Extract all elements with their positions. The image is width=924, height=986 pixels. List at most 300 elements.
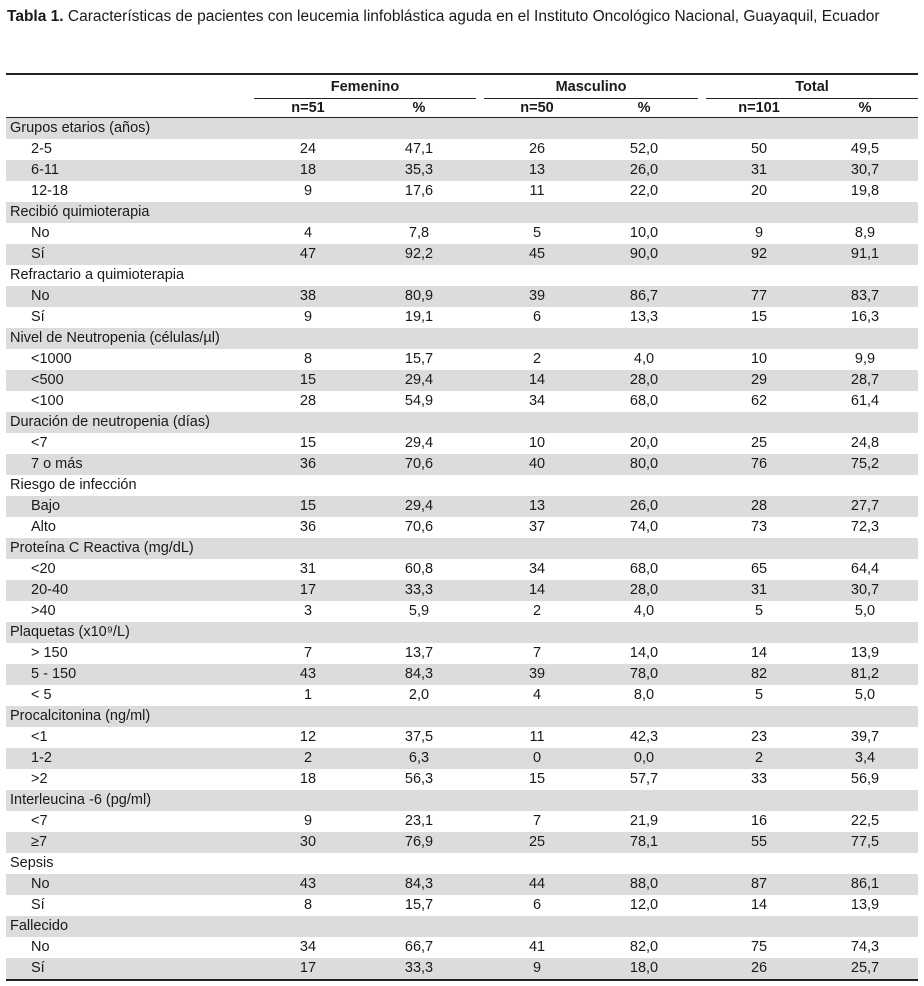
cell-total-pct: 13,9 [850,897,880,913]
cell-masculino-n: 13 [484,496,590,517]
cell-masculino-n: 7 [532,645,542,661]
cell-femenino-n: 8 [303,897,313,913]
cell-femenino-n: 15 [254,370,362,391]
column-gap [476,958,484,980]
category-label: Riesgo de infección [10,477,137,493]
cell-total-n: 25 [750,435,768,451]
cell-masculino-n: 34 [528,561,546,577]
cell-masculino-n: 45 [484,244,590,265]
row-label: <1 [31,729,48,745]
table-row [6,370,918,391]
table-caption-text: Características de pacientes con leucemia linfoblástica aguda en el Instituto Oncológico Nacional, Guayaquil, Ecuador [63,8,880,25]
cell-masculino-n: 39 [484,664,590,685]
cell-total-pct: 19,8 [850,183,880,199]
cell-femenino-n: 38 [254,286,362,307]
category-label: Sepsis [10,855,54,871]
cell-femenino-pct: 7,8 [408,225,430,241]
column-gap [476,496,484,517]
cell-masculino-pct: 0,0 [590,748,698,769]
column-gap [698,223,706,244]
column-gap [476,391,484,412]
cell-total-n: 15 [750,309,768,325]
cell-total-pct: 24,8 [850,435,880,451]
cell-total-pct: 28,7 [812,370,918,391]
cell-total-pct: 8,9 [854,225,876,241]
table-row [6,307,918,328]
table-body [6,118,918,981]
cell-masculino-pct: 22,0 [629,183,659,199]
header-pct-masculino: % [590,99,698,118]
column-gap [476,685,484,706]
column-gap [476,349,484,370]
column-gap [476,643,484,664]
cell-femenino-n: 15 [254,496,362,517]
cell-femenino-n: 34 [299,939,317,955]
cell-total-pct: 30,7 [812,160,918,181]
cell-femenino-pct: 70,6 [362,454,476,475]
cell-femenino-pct: 84,3 [362,874,476,895]
cell-masculino-pct: 26,0 [590,160,698,181]
row-label: Sí [31,897,45,913]
cell-femenino-n: 8 [303,351,313,367]
row-label: 12-18 [31,183,69,199]
cell-femenino-pct: 35,3 [362,160,476,181]
cell-masculino-n: 9 [484,958,590,980]
cell-total-pct: 49,5 [850,141,880,157]
cell-masculino-pct: 20,0 [629,435,659,451]
cell-masculino-n: 7 [532,813,542,829]
cell-femenino-n: 18 [299,771,317,787]
column-gap [476,937,484,958]
cell-total-pct: 77,5 [812,832,918,853]
cell-femenino-pct: 29,4 [404,435,434,451]
cell-femenino-pct: 5,9 [408,603,430,619]
column-gap [476,139,484,160]
cell-femenino-n: 31 [299,561,317,577]
cell-femenino-pct: 13,7 [404,645,434,661]
column-gap [698,454,706,475]
column-gap [698,496,706,517]
cell-total-n: 10 [750,351,768,367]
cell-masculino-pct: 21,9 [629,813,659,829]
cell-femenino-pct: 76,9 [362,832,476,853]
column-gap [476,454,484,475]
category-row [6,706,918,727]
category-row [6,118,918,140]
cell-total-n: 5 [754,687,764,703]
header-n-masculino: n=50 [484,99,590,118]
row-label: >2 [31,771,48,787]
table-row [6,685,918,706]
column-gap [698,874,706,895]
cell-total-n: 14 [750,645,768,661]
row-label: No [6,286,254,307]
table-row [6,517,918,538]
cell-total-pct: 16,3 [850,309,880,325]
cell-femenino-pct: 92,2 [362,244,476,265]
cell-femenino-pct: 37,5 [404,729,434,745]
cell-femenino-n: 15 [299,435,317,451]
cell-masculino-pct: 8,0 [633,687,655,703]
table-row [6,160,918,181]
cell-femenino-pct: 66,7 [404,939,434,955]
column-gap [698,181,706,202]
table-row [6,496,918,517]
header-group-femenino: Femenino [254,74,476,99]
column-gap [476,244,484,265]
row-label: <20 [31,561,56,577]
cell-femenino-pct: 80,9 [362,286,476,307]
cell-masculino-n: 6 [532,309,542,325]
cell-femenino-n: 36 [254,454,362,475]
cell-femenino-pct: 2,0 [408,687,430,703]
row-label: 20-40 [6,580,254,601]
table-row [6,727,918,748]
cell-masculino-n: 15 [528,771,546,787]
cell-femenino-n: 28 [299,393,317,409]
category-row [6,622,918,643]
column-gap [476,307,484,328]
table-row [6,181,918,202]
cell-masculino-n: 0 [484,748,590,769]
cell-masculino-n: 26 [528,141,546,157]
table-row [6,559,918,580]
column-gap [476,580,484,601]
cell-femenino-pct: 15,7 [404,897,434,913]
cell-femenino-n: 47 [254,244,362,265]
column-gap [698,307,706,328]
cell-masculino-pct: 13,3 [629,309,659,325]
category-label: Interleucina -6 (pg/ml) [6,790,918,811]
column-gap [476,559,484,580]
cell-femenino-n: 24 [299,141,317,157]
cell-femenino-pct: 60,8 [404,561,434,577]
column-gap [698,958,706,980]
row-label: 7 o más [6,454,254,475]
cell-total-n: 73 [750,519,768,535]
cell-femenino-pct: 33,3 [362,580,476,601]
cell-total-n: 29 [706,370,812,391]
cell-total-pct: 25,7 [812,958,918,980]
column-gap [476,895,484,916]
cell-masculino-pct: 42,3 [629,729,659,745]
category-row [6,265,918,286]
column-gap [476,748,484,769]
cell-femenino-pct: 17,6 [404,183,434,199]
column-gap [698,160,706,181]
cell-total-n: 92 [706,244,812,265]
column-gap [698,769,706,790]
column-gap [698,139,706,160]
header-pct-femenino: % [362,99,476,118]
row-label: Alto [31,519,56,535]
row-label: <7 [31,813,48,829]
column-gap [698,244,706,265]
category-row [6,853,918,874]
column-gap [476,769,484,790]
row-label: 6-11 [6,160,254,181]
column-gap [698,937,706,958]
cell-total-n: 23 [750,729,768,745]
cell-femenino-pct: 6,3 [362,748,476,769]
row-label: >40 [31,603,56,619]
column-gap [698,391,706,412]
cell-femenino-n: 3 [303,603,313,619]
column-gap [476,517,484,538]
cell-total-pct: 64,4 [850,561,880,577]
cell-total-pct: 61,4 [850,393,880,409]
cell-masculino-pct: 4,0 [633,351,655,367]
row-label: 5 - 150 [6,664,254,685]
row-label: 2-5 [31,141,52,157]
category-label: Proteína C Reactiva (mg/dL) [6,538,918,559]
cell-total-n: 82 [706,664,812,685]
cell-masculino-pct: 4,0 [633,603,655,619]
cell-total-n: 31 [706,580,812,601]
cell-femenino-n: 9 [303,309,313,325]
cell-masculino-n: 5 [532,225,542,241]
cell-masculino-n: 10 [528,435,546,451]
row-label: < 5 [31,687,52,703]
column-gap [476,223,484,244]
column-gap [698,664,706,685]
column-gap [698,559,706,580]
cell-total-n: 2 [706,748,812,769]
cell-masculino-n: 2 [532,351,542,367]
category-row [6,916,918,937]
cell-total-pct: 56,9 [850,771,880,787]
cell-masculino-n: 44 [484,874,590,895]
column-gap [698,370,706,391]
category-row [6,475,918,496]
column-gap [698,685,706,706]
cell-femenino-pct: 19,1 [404,309,434,325]
column-gap [476,874,484,895]
cell-total-n: 26 [706,958,812,980]
row-label: No [31,225,50,241]
cell-masculino-n: 41 [528,939,546,955]
table-row [6,139,918,160]
table-row [6,937,918,958]
category-row [6,538,918,559]
row-label: Bajo [6,496,254,517]
category-row [6,328,918,349]
cell-total-pct: 9,9 [854,351,876,367]
cell-femenino-pct: 70,6 [404,519,434,535]
cell-masculino-pct: 80,0 [590,454,698,475]
cell-total-n: 16 [750,813,768,829]
cell-femenino-n: 43 [254,874,362,895]
cell-masculino-pct: 18,0 [590,958,698,980]
cell-total-n: 33 [750,771,768,787]
cell-total-n: 20 [750,183,768,199]
cell-masculino-n: 11 [529,183,545,199]
table-row [6,811,918,832]
cell-femenino-n: 1 [303,687,313,703]
cell-masculino-pct: 68,0 [629,393,659,409]
cell-total-pct: 13,9 [850,645,880,661]
table-row [6,391,918,412]
cell-masculino-pct: 86,7 [590,286,698,307]
column-gap [698,643,706,664]
row-label: Sí [6,244,254,265]
cell-masculino-pct: 74,0 [629,519,659,535]
cell-total-pct: 27,7 [812,496,918,517]
table-row [6,454,918,475]
cell-total-n: 28 [706,496,812,517]
category-row [6,790,918,811]
column-gap [476,727,484,748]
column-gap [476,811,484,832]
table-row [6,958,918,980]
header-pct-total: % [812,99,918,118]
column-gap [698,286,706,307]
cell-total-pct: 39,7 [850,729,880,745]
column-gap [698,811,706,832]
table-row [6,580,918,601]
cell-masculino-pct: 68,0 [629,561,659,577]
header-row-subheaders [6,99,918,118]
table-caption-prefix: Tabla 1. [7,8,64,25]
cell-total-n: 87 [706,874,812,895]
category-label: Procalcitonina (ng/ml) [6,706,918,727]
category-label: Refractario a quimioterapia [10,267,185,283]
cell-total-n: 55 [706,832,812,853]
cell-femenino-pct: 33,3 [362,958,476,980]
cell-masculino-pct: 26,0 [590,496,698,517]
category-row [6,202,918,223]
cell-femenino-pct: 29,4 [362,370,476,391]
cell-masculino-n: 14 [484,580,590,601]
cell-femenino-n: 43 [254,664,362,685]
cell-femenino-pct: 15,7 [404,351,434,367]
cell-total-pct: 72,3 [850,519,880,535]
table-row [6,643,918,664]
cell-femenino-pct: 29,4 [362,496,476,517]
cell-total-pct: 86,1 [812,874,918,895]
category-label: Nivel de Neutropenia (células/µl) [6,328,918,349]
cell-total-pct: 30,7 [812,580,918,601]
cell-total-n: 62 [750,393,768,409]
row-label: No [31,939,50,955]
table-row [6,223,918,244]
cell-masculino-n: 14 [484,370,590,391]
cell-total-pct: 75,2 [812,454,918,475]
row-label: <100 [31,393,64,409]
cell-masculino-n: 6 [532,897,542,913]
row-label: <7 [31,435,48,451]
category-label: Grupos etarios (años) [6,118,918,140]
column-gap [476,433,484,454]
cell-masculino-n: 4 [532,687,542,703]
table-row [6,832,918,853]
column-gap [698,601,706,622]
cell-masculino-pct: 28,0 [590,580,698,601]
cell-total-n: 50 [750,141,768,157]
table-caption [7,7,919,27]
cell-total-n: 75 [750,939,768,955]
category-label: Fallecido [6,916,918,937]
table-row [6,433,918,454]
table-row [6,895,918,916]
cell-masculino-pct: 10,0 [629,225,659,241]
cell-total-n: 5 [754,603,764,619]
cell-femenino-n: 12 [299,729,317,745]
patient-characteristics-table [6,73,918,981]
cell-femenino-pct: 47,1 [404,141,434,157]
header-group-total: Total [706,74,918,99]
column-gap [698,349,706,370]
column-gap [698,832,706,853]
column-gap [698,748,706,769]
cell-femenino-n: 9 [303,813,313,829]
cell-femenino-pct: 56,3 [404,771,434,787]
cell-masculino-pct: 14,0 [629,645,659,661]
header-n-femenino: n=51 [254,99,362,118]
cell-masculino-pct: 78,0 [590,664,698,685]
row-label: <1000 [31,351,72,367]
row-label: Sí [6,958,254,980]
category-label: Recibió quimioterapia [6,202,918,223]
row-label: 1-2 [6,748,254,769]
cell-masculino-n: 40 [484,454,590,475]
cell-femenino-pct: 54,9 [404,393,434,409]
row-label: Sí [31,309,45,325]
cell-masculino-n: 13 [484,160,590,181]
cell-total-pct: 83,7 [812,286,918,307]
cell-total-n: 9 [754,225,764,241]
table-row [6,286,918,307]
column-gap [476,286,484,307]
header-n-total: n=101 [706,99,812,118]
cell-masculino-pct: 28,0 [590,370,698,391]
cell-total-n: 31 [706,160,812,181]
column-gap [698,517,706,538]
cell-femenino-n: 4 [303,225,313,241]
column-gap [476,832,484,853]
row-label: No [6,874,254,895]
cell-total-n: 77 [706,286,812,307]
cell-masculino-pct: 57,7 [629,771,659,787]
column-gap [698,580,706,601]
cell-total-n: 76 [706,454,812,475]
category-label: Plaquetas (x10⁹/L) [6,622,918,643]
cell-masculino-pct: 52,0 [629,141,659,157]
cell-masculino-n: 2 [532,603,542,619]
table-row [6,748,918,769]
table-row [6,349,918,370]
table-row [6,874,918,895]
cell-total-pct: 22,5 [850,813,880,829]
cell-total-pct: 5,0 [854,603,876,619]
column-gap [698,895,706,916]
cell-total-n: 65 [750,561,768,577]
column-gap [476,181,484,202]
cell-femenino-n: 18 [254,160,362,181]
cell-masculino-n: 25 [484,832,590,853]
row-label: <500 [6,370,254,391]
cell-total-pct: 5,0 [854,687,876,703]
header-row-groups [6,74,918,99]
cell-femenino-pct: 84,3 [362,664,476,685]
cell-masculino-pct: 82,0 [629,939,659,955]
cell-masculino-pct: 90,0 [590,244,698,265]
cell-masculino-pct: 12,0 [629,897,659,913]
cell-femenino-pct: 23,1 [404,813,434,829]
column-gap [476,664,484,685]
cell-masculino-pct: 88,0 [590,874,698,895]
cell-femenino-n: 9 [303,183,313,199]
